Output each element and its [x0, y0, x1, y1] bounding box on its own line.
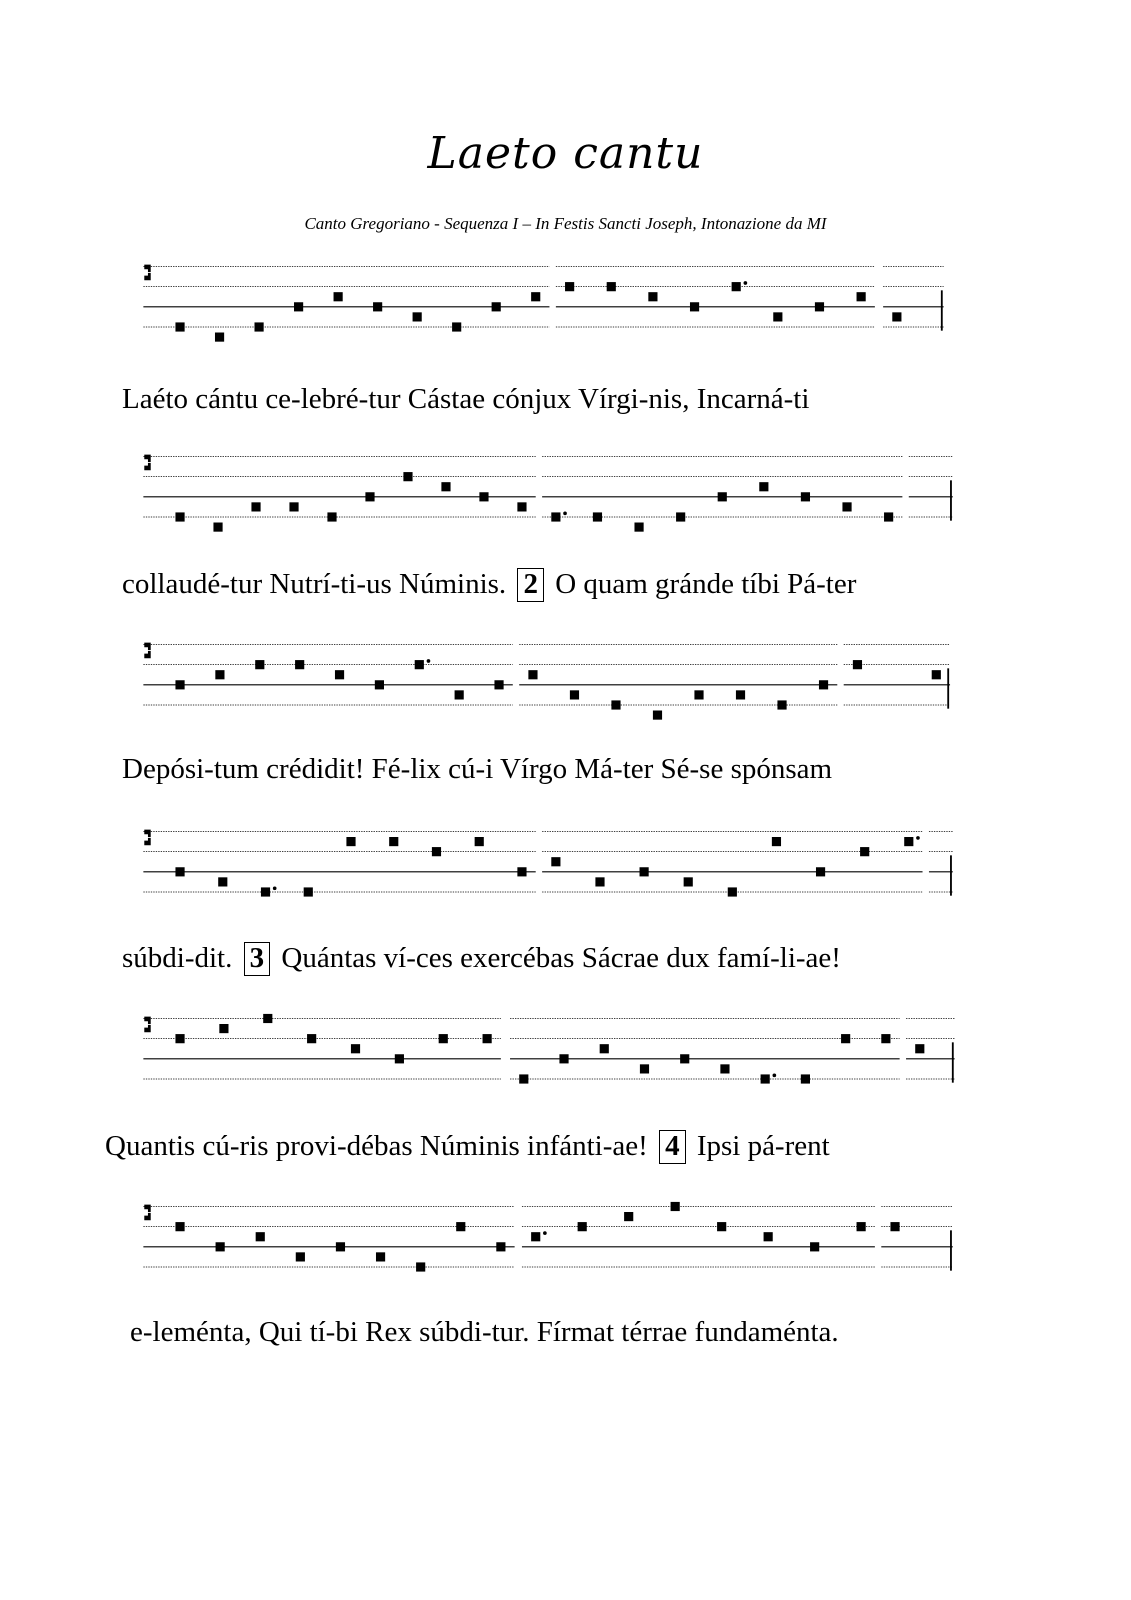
lyric-line — [105, 1130, 830, 1164]
lyric-text: collaudé-tur Nutrí-ti-us Núminis. — [122, 568, 514, 600]
lyric-line — [122, 568, 856, 602]
neume-note — [815, 302, 824, 311]
neume-note — [690, 302, 699, 311]
neume-note — [648, 292, 657, 301]
neume-note — [565, 282, 574, 291]
neume-note — [403, 472, 412, 481]
neume-note — [389, 837, 398, 846]
staff-system — [0, 250, 1131, 360]
neume-note — [175, 680, 184, 689]
neume-note — [559, 1054, 568, 1063]
neume-note — [578, 1222, 587, 1231]
neume-note — [736, 690, 745, 699]
neume-note — [496, 1242, 505, 1251]
lyric-line — [122, 755, 832, 784]
neume-note — [772, 837, 781, 846]
do-clef-icon — [144, 455, 150, 471]
neume-note — [295, 660, 304, 669]
neume-note — [570, 690, 579, 699]
neume-note — [494, 680, 503, 689]
neume-note — [307, 1034, 316, 1043]
neume-note — [395, 1054, 404, 1063]
neume-note — [351, 1044, 360, 1053]
neume-note — [676, 512, 685, 521]
staff-system — [0, 1002, 1131, 1112]
neume-note — [296, 1252, 305, 1261]
neume-note — [841, 1034, 850, 1043]
neume-note — [890, 1222, 899, 1231]
page-title: Laeto cantu — [427, 128, 704, 179]
neume-note — [801, 1074, 810, 1083]
neume-note — [718, 492, 727, 501]
neume-note — [304, 887, 313, 896]
neume-note — [441, 482, 450, 491]
neume-note — [593, 512, 602, 521]
neume-note — [415, 660, 424, 669]
neume-note — [492, 302, 501, 311]
neume-note — [801, 492, 810, 501]
neume-note — [483, 1034, 492, 1043]
page-subtitle: Canto Gregoriano - Sequenza I – In Festis Sancti Joseph, Intonazione da MI — [304, 214, 827, 233]
neume-note — [413, 312, 422, 321]
neume-note — [777, 700, 786, 709]
do-clef-icon — [144, 265, 150, 281]
neume-note — [175, 1222, 184, 1231]
neume-note — [810, 1242, 819, 1251]
neume-note — [842, 502, 851, 511]
do-clef-icon — [144, 1205, 150, 1221]
neume-note — [335, 670, 344, 679]
neume-note — [607, 282, 616, 291]
neume-note — [213, 523, 222, 532]
neume-note — [517, 867, 526, 876]
do-clef-icon — [144, 830, 150, 846]
neume-note — [261, 887, 270, 896]
neume-note — [595, 877, 604, 886]
neume-note — [640, 1064, 649, 1073]
neume-note — [456, 1222, 465, 1231]
neume-note — [761, 1074, 770, 1083]
neume-note — [432, 847, 441, 856]
neume-note — [551, 512, 560, 521]
neume-note — [416, 1262, 425, 1271]
neume-note — [634, 523, 643, 532]
punctum-dot — [427, 659, 431, 663]
staff-system — [0, 1190, 1131, 1300]
neume-note — [455, 690, 464, 699]
neume-note — [336, 1242, 345, 1251]
neume-note — [215, 333, 224, 342]
neume-note — [531, 1232, 540, 1241]
neume-note — [175, 322, 184, 331]
neume-note — [694, 690, 703, 699]
punctum-dot — [273, 887, 277, 891]
lyric-text: Laéto cántu ce-lebré-tur Cástae cónjux Vírgi-nis, Incarná-ti — [122, 383, 810, 415]
neume-note — [624, 1212, 633, 1221]
neume-note — [519, 1074, 528, 1083]
neume-note — [327, 512, 336, 521]
neume-note — [684, 877, 693, 886]
verse-number: 4 — [659, 1130, 686, 1164]
neume-note — [289, 502, 298, 511]
neume-note — [857, 292, 866, 301]
neume-note — [611, 700, 620, 709]
neume-note — [915, 1044, 924, 1053]
neume-note — [375, 680, 384, 689]
neume-note — [517, 502, 526, 511]
neume-note — [932, 670, 941, 679]
lyric-text: Depósi-tum crédidit! Fé-lix cú-i Vírgo Má-ter Sé-se spónsam — [122, 753, 833, 785]
lyric-text: Quantis cú-ris provi-débas Núminis infánti-ae! — [105, 1130, 656, 1162]
neume-note — [904, 837, 913, 846]
staff-system — [0, 815, 1131, 925]
neume-note — [860, 847, 869, 856]
neume-note — [531, 292, 540, 301]
neume-note — [671, 1202, 680, 1211]
neume-note — [219, 1024, 228, 1033]
neume-note — [218, 877, 227, 886]
neume-note — [653, 711, 662, 720]
neume-note — [479, 492, 488, 501]
lyric-text: O quam gránde tíbi Pá-ter — [547, 568, 857, 600]
neume-note — [452, 322, 461, 331]
neume-note — [175, 512, 184, 521]
neume-note — [892, 312, 901, 321]
neume-note — [254, 322, 263, 331]
neume-note — [215, 670, 224, 679]
lyric-text: Quántas ví-ces exercébas Sácrae dux famí-li-ae! — [274, 942, 841, 974]
neume-note — [759, 482, 768, 491]
staff-system — [0, 628, 1131, 738]
do-clef-icon — [144, 1017, 150, 1033]
neume-note — [175, 1034, 184, 1043]
verse-number: 2 — [517, 568, 544, 602]
neume-note — [251, 502, 260, 511]
neume-note — [764, 1232, 773, 1241]
do-clef-icon — [144, 643, 150, 659]
lyric-line — [122, 385, 809, 414]
neume-note — [728, 887, 737, 896]
lyric-line — [122, 942, 841, 976]
neume-note — [819, 680, 828, 689]
verse-number: 3 — [244, 942, 271, 976]
neume-note — [853, 660, 862, 669]
neume-note — [216, 1242, 225, 1251]
neume-note — [640, 867, 649, 876]
lyric-text: Ipsi pá-rent — [689, 1130, 830, 1162]
staff-system — [0, 440, 1131, 550]
neume-note — [857, 1222, 866, 1231]
neume-note — [475, 837, 484, 846]
lyric-text: súbdi-dit. — [122, 942, 240, 974]
neume-note — [255, 660, 264, 669]
neume-note — [816, 867, 825, 876]
neume-note — [346, 837, 355, 846]
punctum-dot — [563, 512, 567, 516]
neume-note — [773, 312, 782, 321]
neume-note — [881, 1034, 890, 1043]
neume-note — [732, 282, 741, 291]
neume-note — [294, 302, 303, 311]
neume-note — [439, 1034, 448, 1043]
neume-note — [373, 302, 382, 311]
punctum-dot — [543, 1231, 547, 1235]
neume-note — [717, 1222, 726, 1231]
neume-note — [365, 492, 374, 501]
neume-note — [256, 1232, 265, 1241]
lyric-line — [130, 1318, 839, 1347]
neume-note — [528, 670, 537, 679]
punctum-dot — [916, 836, 920, 840]
neume-note — [884, 512, 893, 521]
neume-note — [376, 1252, 385, 1261]
punctum-dot — [744, 281, 748, 285]
neume-note — [263, 1014, 272, 1023]
neume-note — [175, 867, 184, 876]
neume-note — [680, 1054, 689, 1063]
punctum-dot — [773, 1074, 777, 1078]
neume-note — [551, 857, 560, 866]
neume-note — [600, 1044, 609, 1053]
neume-note — [334, 292, 343, 301]
lyric-text: e-leménta, Qui tí-bi Rex súbdi-tur. Fírmat térrae fundaménta. — [130, 1316, 839, 1348]
neume-note — [720, 1064, 729, 1073]
